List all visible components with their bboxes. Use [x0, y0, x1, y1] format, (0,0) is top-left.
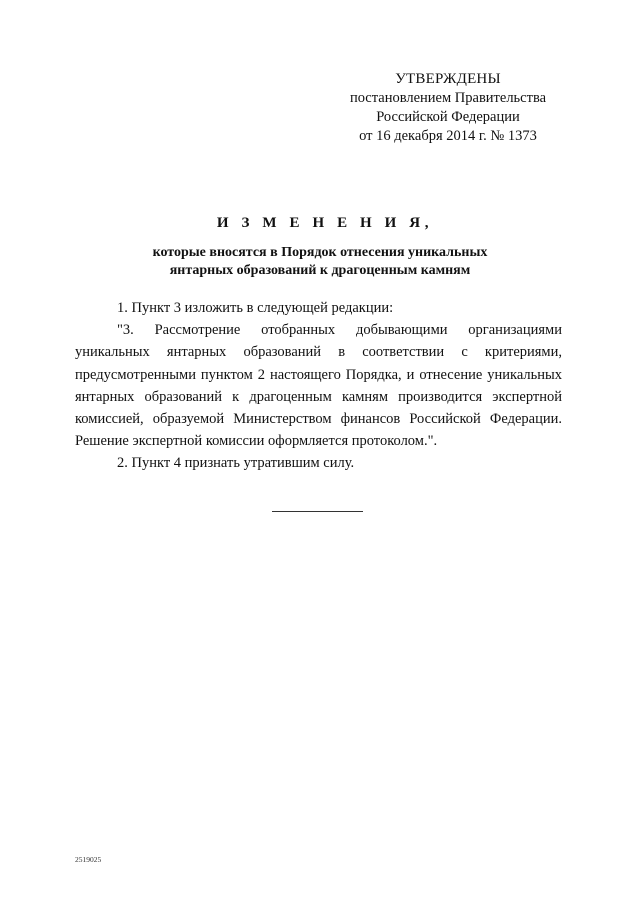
paragraph-item-2: 2. Пункт 4 признать утратившим силу. — [117, 455, 355, 472]
title-block — [0, 213, 640, 280]
subtitle-line-1: которые вносятся в Порядок отнесения уникальных — [152, 245, 488, 260]
paragraph-item-1-quote: "3. Рассмотрение отобранных добывающими организациями уникальных янтарных образований в соответствии с критериями, предусмотренными пунктом 2 настоящего Порядка, и отнесение уникальных янтарных образований к драгоценным камням производится экспертной комиссией, образуемой Министерством финансов Российской Федерации. Решение экспертной комиссии оформляется протоколом.". — [75, 322, 562, 450]
document-number: 2519025 — [75, 855, 102, 864]
document-subtitle — [0, 244, 640, 280]
approval-line-1: постановлением Правительства — [349, 90, 547, 106]
document-body — [75, 297, 562, 475]
paragraph-item-1: 1. Пункт 3 изложить в следующей редакции: — [117, 300, 394, 316]
approval-block — [332, 70, 564, 146]
end-separator-line — [272, 511, 363, 512]
document-title: И З М Е Н Е Н И Я, — [216, 215, 434, 231]
subtitle-line-2: янтарных образований к драгоценным камням — [169, 263, 471, 278]
approval-line-2: Российской Федерации — [376, 109, 520, 125]
approval-heading: УТВЕРЖДЕНЫ — [395, 71, 501, 87]
approval-date: от 16 декабря 2014 г. № 1373 — [359, 128, 537, 144]
